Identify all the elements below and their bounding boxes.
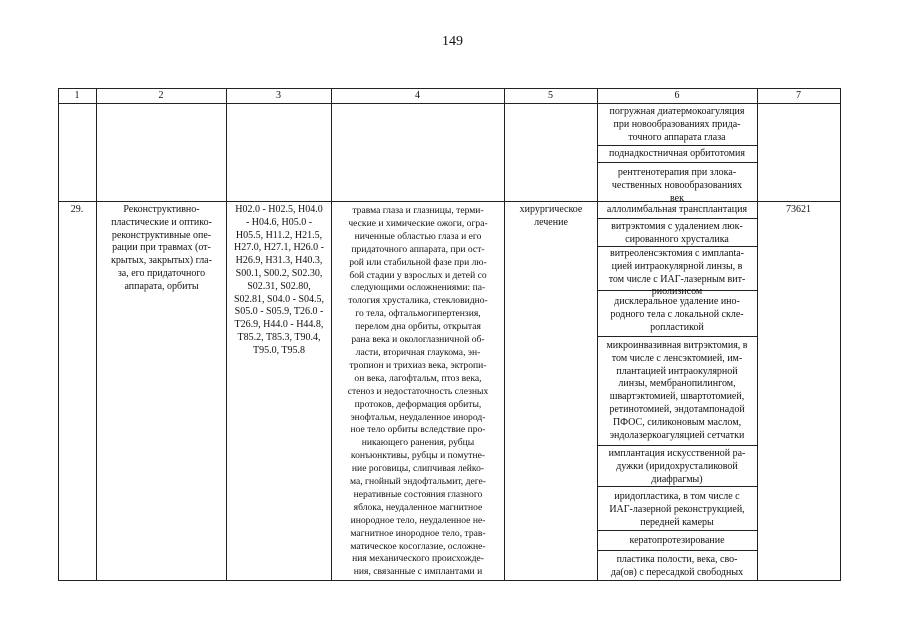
method-cell: витрэктомия с удалением люк- сированного хрусталика — [611, 221, 743, 245]
header-col-2: 2 — [158, 90, 164, 101]
header-col-6: 6 — [674, 90, 680, 101]
header-col-3: 3 — [276, 90, 281, 101]
header-col-7: 7 — [796, 90, 801, 101]
method-cell: микроинвазивная витрэктомия, в том числе с ленсэктомией, им- плантацией интраокулярной линзы, мембранопилингом, швартэктомией, швартотомией, ретинотомией, эндотампонадой ПФОС, силиконовым маслом, эндолазеркоагуляцией сетчатки — [606, 340, 748, 441]
page-number: 149 — [442, 34, 463, 49]
cost-value: 73621 — [786, 204, 811, 215]
method-cell: поднадкостничная орбитотомия — [609, 148, 745, 159]
method-cell: погружная диатермокоагуляция при новообразованиях прида- точного аппарата глаза — [609, 106, 745, 143]
method-cell: дисклеральное удаление ино- родного тела с локальной скле- ропластикой — [610, 296, 744, 333]
method-cell: рентгенотерапия при злока- чественных новообразованиях век — [611, 167, 743, 204]
operation-name: Реконструктивно- пластические и оптико- реконструктивные опе- рации при травмах (от- крытых, закрытых) гла- за, его придаточного аппарата, орбиты — [111, 204, 212, 292]
header-col-1: 1 — [74, 90, 80, 101]
diagnosis-codes: H02.0 - H02.5, H04.0 - H04.6, H05.0 - H05.5, H11.2, H21.5, H27.0, H27.1, H26.0 - H26.9, H31.3, H40.3, S00.1, S00.2, S02.30, S02.31, S02.80, S02.81, S04.0 - S04.5, S05.0 - S05.9, T26.0 - T26.9, H44.0 - H44.8, T85.2, T85.3, T90.4, T95.0, T95.8 — [233, 204, 324, 356]
method-cell: иридопластика, в том числе с ИАГ-лазерной реконструкцией, передней камеры — [609, 491, 745, 528]
patient-model: травма глаза и глазницы, терми- ческие и химические ожоги, огра- ниченные областью глаза и его придаточного аппарата, при ост- рой или стабильной фазе при лю- бой стадии у взрослых и детей со следующими осложнениями: па- тология хрусталика, стекловидно- го тела, офтальмогипертензия, перелом дна орбиты, открытая рана века и окологлазничной об- ласти, вторичная глаукома, эн- тропион и трихиаз века, эктропи- он века, лагофтальм, птоз века, стеноз и недостаточность слезных протоков, деформация орбиты, энофтальм, неудаленное инород- ное тело орбиты вследствие про- никающего ранения, рубцы конъюнктивы, рубцы и помутне- ние роговицы, слипчивая лейко- ма, гнойный эндофтальмит, деге- неративные состояния глазного яблока, неудаленное магнитное инородное тело, неудаленное не- магнитное инородное тело, трав- матическое косоглазие, осложне- ния механического происхожде- ния, связанные с имплантами и — [347, 205, 489, 578]
method-cell: пластика полости, века, сво- да(ов) с пересадкой свободных — [610, 554, 744, 578]
header-col-5: 5 — [548, 90, 553, 101]
method-cell: имплантация искусственной ра- дужки (иридохрусталиковой диафрагмы) — [608, 448, 746, 485]
method-cell: аллолимбальная трансплантация — [606, 204, 748, 215]
header-col-4: 4 — [415, 90, 420, 101]
method-cell: витреоленсэктомия с имплanta- цией интраокулярной линзы, в том числе с ИАГ-лазерным вит- риолизисом — [608, 248, 746, 298]
treatment-type: хирургическое лечение — [519, 204, 583, 228]
method-cell: кератопротезирование — [629, 535, 725, 546]
row-number: 29. — [70, 204, 84, 215]
